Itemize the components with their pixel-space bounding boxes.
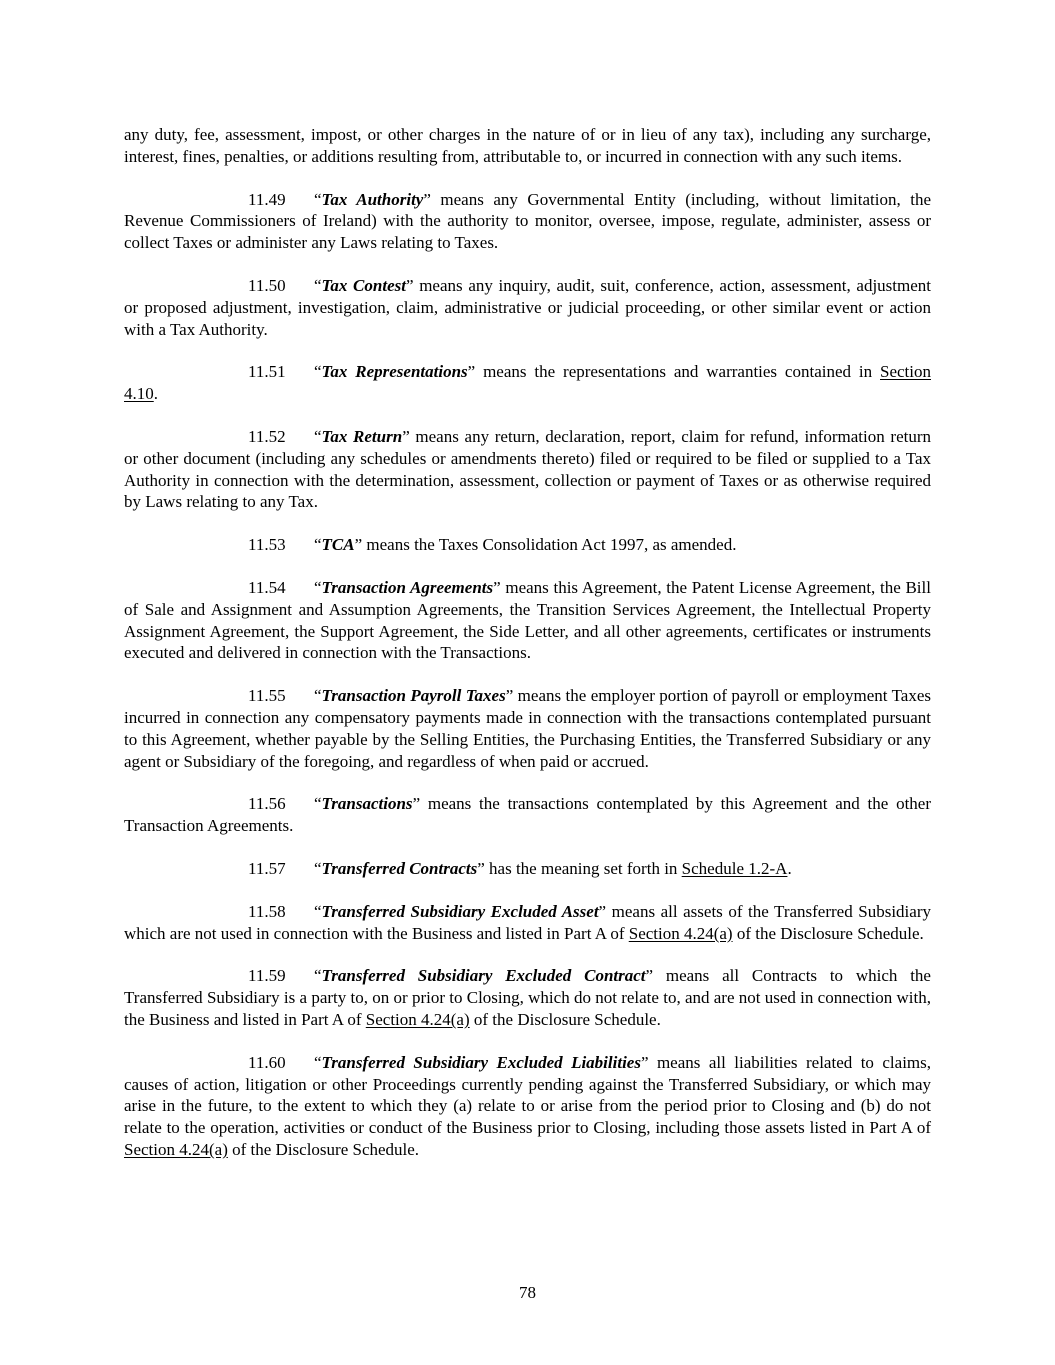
- definition-paragraph: 11.53 “TCA” means the Taxes Consolidation Act 1997, as amended.: [248, 535, 737, 555]
- cross-reference-link: Schedule 1.2-A: [681, 858, 788, 878]
- defined-term: Transactions: [321, 794, 413, 814]
- definition-paragraph: 11.52 “Tax Return” means any return, declaration, report, claim for refund, information return or other document (including any schedules or amendments thereto) filed or required to be filed or supplied to a Tax Authority in connection with the determination, assessment, collection or payment of Taxes or as otherwise required by Laws relating to any Tax.: [124, 426, 931, 512]
- definition-paragraph: 11.60 “Transferred Subsidiary Excluded Liabilities” means all liabilities related to claims, causes of action, litigation or other Proceedings currently pending against the Transferred Subsidiary, or which may arise in the future, to the extent to which they (a) relate to or arise from the period prior to Closing and (b) do not relate to the operation, activities or conduct of the Business prior to Closing, including those assets listed in Part A of Section 4.24(a) of the Disclosure Schedule.: [124, 1052, 931, 1159]
- definition-number: 11.59: [248, 966, 286, 986]
- defined-term: Transferred Subsidiary Excluded Contract: [321, 966, 646, 986]
- definition-number: 11.58: [248, 901, 286, 921]
- cross-reference-link: Section 4.24(a): [365, 1009, 470, 1029]
- definition-number: 11.57: [248, 858, 286, 878]
- defined-term: Transferred Contracts: [321, 858, 478, 878]
- definition-paragraph: 11.51 “Tax Representations” means the representations and warranties contained in Section 4.10.: [124, 362, 931, 404]
- definition-text: ” means the representations and warranties contained in: [467, 362, 880, 382]
- definition-text: ” means all liabilities related to claims, causes of action, litigation or other Proceedings currently pending against the Transferred Subsidiary, or which may arise in the future, to the extent to which they (a) relate to or arise from the period prior to Closing and (b) do not relate to the operation, activities or conduct of the Business prior to Closing, including those assets listed in Part A of: [124, 1052, 931, 1138]
- definition-number: 11.60: [248, 1052, 286, 1072]
- definition-number: 11.55: [248, 686, 286, 706]
- intro-paragraph: any duty, fee, assessment, impost, or other charges in the nature of or in lieu of any tax), including any surcharge, interest, fines, penalties, or additions resulting from, attributable to, or incurred in connection with any such items.: [124, 125, 931, 166]
- defined-term: Transaction Payroll Taxes: [321, 686, 506, 706]
- page-number: 78: [519, 1283, 536, 1302]
- defined-term: Tax Return: [321, 426, 403, 446]
- definition-number: 11.52: [248, 426, 286, 446]
- defined-term: Tax Contest: [321, 275, 406, 295]
- definition-text: ” means all assets of the Transferred Subsidiary which are not used in connection with the Business and listed in Part A of: [124, 901, 931, 943]
- defined-term: TCA: [321, 535, 355, 555]
- definition-text: ” has the meaning set forth in: [477, 858, 682, 878]
- cross-reference-link: Section 4.24(a): [124, 1139, 228, 1159]
- definition-paragraph: 11.50 “Tax Contest” means any inquiry, audit, suit, conference, action, assessment, adjustment or proposed adjustment, investigation, claim, administrative or judicial proceeding, or other similar event or action with a Tax Authority.: [124, 275, 931, 339]
- defined-term: Transaction Agreements: [321, 577, 494, 597]
- definition-text-tail: .: [787, 858, 792, 878]
- definition-text: ” means any Governmental Entity (including, without limitation, the Revenue Commissioners of Ireland) with the authority to monitor, oversee, impose, regulate, administer, assess or collect Taxes or administer any Laws relating to Taxes.: [124, 189, 931, 253]
- definition-text: ” means this Agreement, the Patent License Agreement, the Bill of Sale and Assignment and Assumption Agreements, the Transition Services Agreement, the Intellectual Property Assignment Agreement, the Support Agreement, the Side Letter, and all other agreements, certificates or instruments executed and delivered in connection with the Transactions.: [124, 577, 931, 663]
- definition-text-tail: of the Disclosure Schedule.: [469, 1009, 661, 1029]
- definition-number: 11.51: [248, 362, 286, 382]
- definition-paragraph: 11.56 “Transactions” means the transactions contemplated by this Agreement and the other Transaction Agreements.: [124, 794, 931, 836]
- definition-text: ” means the Taxes Consolidation Act 1997, as amended.: [354, 535, 737, 555]
- definition-text-tail: of the Disclosure Schedule.: [732, 923, 924, 943]
- definition-number: 11.50: [248, 275, 286, 295]
- definition-text-tail: of the Disclosure Schedule.: [227, 1139, 420, 1159]
- definition-text: ” means any inquiry, audit, suit, conference, action, assessment, adjustment or proposed adjustment, investigation, claim, administrative or judicial proceeding, or other similar event or action with a Tax Authority.: [124, 275, 931, 339]
- definition-number: 11.54: [248, 577, 286, 597]
- definition-text-tail: .: [153, 384, 158, 404]
- definition-paragraph: 11.49 “Tax Authority” means any Governmental Entity (including, without limitation, the Revenue Commissioners of Ireland) with the authority to monitor, oversee, impose, regulate, administer, assess or collect Taxes or administer any Laws relating to Taxes.: [124, 189, 931, 253]
- defined-term: Tax Authority: [321, 189, 424, 209]
- definition-number: 11.49: [248, 189, 286, 209]
- document-body: [124, 124, 931, 1182]
- defined-term: Transferred Subsidiary Excluded Asset: [321, 901, 599, 921]
- definition-text: ” means the transactions contemplated by this Agreement and the other Transaction Agreements.: [124, 794, 931, 836]
- definition-text: ” means all Contracts to which the Transferred Subsidiary is a party to, on or prior to Closing, which do not relate to, and are not used in connection with, the Business and listed in Part A of: [124, 966, 931, 1029]
- definition-number: 11.53: [248, 535, 286, 555]
- defined-term: Transferred Subsidiary Excluded Liabilities: [321, 1052, 641, 1072]
- definition-paragraph: 11.55 “Transaction Payroll Taxes” means the employer portion of payroll or employment Taxes incurred in connection any compensatory payments made in connection with the transactions contemplated pursuant to this Agreement, whether payable by the Selling Entities, the Purchasing Entities, the Transferred Subsidiary or any agent or Subsidiary of the foregoing, and regardless of when paid or accrued.: [124, 686, 931, 771]
- definitions-list: [124, 189, 931, 1161]
- definition-text: ” means any return, declaration, report, claim for refund, information return or other document (including any schedules or amendments thereto) filed or required to be filed or supplied to a Tax Authority in connection with the determination, assessment, collection or payment of Taxes or as otherwise required by Laws relating to any Tax.: [124, 426, 931, 512]
- definition-paragraph: 11.58 “Transferred Subsidiary Excluded Asset” means all assets of the Transferred Subsidiary which are not used in connection with the Business and listed in Part A of Section 4.24(a) of the Disclosure Schedule.: [124, 901, 931, 943]
- definition-paragraph: 11.57 “Transferred Contracts” has the meaning set forth in Schedule 1.2-A.: [248, 858, 792, 878]
- definition-number: 11.56: [248, 794, 286, 814]
- definition-paragraph: 11.54 “Transaction Agreements” means this Agreement, the Patent License Agreement, the Bill of Sale and Assignment and Assumption Agreements, the Transition Services Agreement, the Intellectual Property Assignment Agreement, the Support Agreement, the Side Letter, and all other agreements, certificates or instruments executed and delivered in connection with the Transactions.: [124, 577, 931, 663]
- cross-reference-link: Section 4.10: [124, 362, 931, 404]
- definition-text: ” means the employer portion of payroll or employment Taxes incurred in connection any compensatory payments made in connection with the transactions contemplated pursuant to this Agreement, whether payable by the Selling Entities, the Purchasing Entities, the Transferred Subsidiary or any agent or Subsidiary of the foregoing, and regardless of when paid or accrued.: [124, 686, 931, 771]
- cross-reference-link: Section 4.24(a): [628, 923, 733, 943]
- defined-term: Tax Representations: [321, 362, 468, 382]
- definition-paragraph: 11.59 “Transferred Subsidiary Excluded Contract” means all Contracts to which the Transferred Subsidiary is a party to, on or prior to Closing, which do not relate to, and are not used in connection with, the Business and listed in Part A of Section 4.24(a) of the Disclosure Schedule.: [124, 966, 931, 1029]
